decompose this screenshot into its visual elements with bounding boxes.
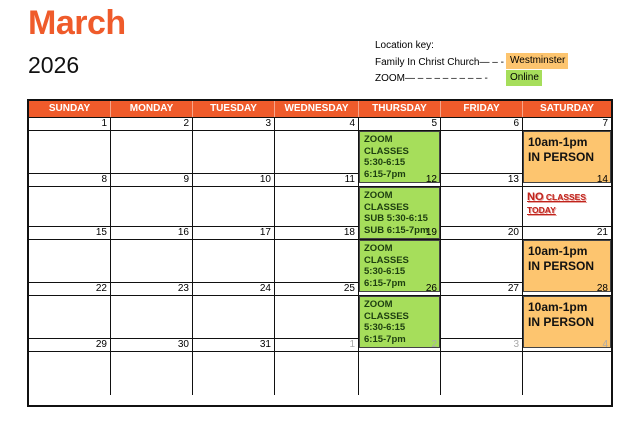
day-number: 13 [441,174,522,187]
calendar-grid [27,99,613,407]
day-number: 29 [29,339,110,352]
day-number: 23 [111,283,192,296]
day-number: 3 [441,339,522,352]
day-number: 11 [275,174,358,187]
day-body [523,352,611,395]
day-number: 2 [111,118,192,131]
no-classes-notice [523,187,611,221]
day-number: 28 [523,283,611,296]
day-number: 3 [193,118,274,131]
day-number: 24 [193,283,274,296]
no-classes-today: TODAY [527,205,556,215]
year-title: 2026 [28,52,80,78]
legend-row-online: ZOOM— – – – – – – – – - [375,73,488,84]
day-number: 10 [193,174,274,187]
day-number: 5 [359,118,440,131]
in-person-class-text: 10am-1pm IN PERSON [528,244,595,273]
zoom-class-text: ZOOM CLASSES SUB 5:30-6:15 SUB 6:15-7pm [364,190,429,236]
in-person-class-text: 10am-1pm IN PERSON [528,300,595,329]
day-number: 21 [523,227,611,240]
day-number: 1 [275,339,358,352]
calendar-week [29,338,611,395]
day-number: 27 [441,283,522,296]
day-cell[interactable] [193,339,275,395]
day-cell[interactable] [275,339,359,395]
day-number: 26 [359,283,440,296]
day-cell[interactable] [359,339,441,395]
day-cell[interactable] [111,339,193,395]
day-number: 6 [441,118,522,131]
day-cell[interactable] [29,339,111,395]
day-number: 20 [441,227,522,240]
day-body [359,352,440,395]
day-number: 19 [359,227,440,240]
day-number: 2 [359,339,440,352]
zoom-class-text: ZOOM CLASSES 5:30-6:15 6:15-7pm [364,243,409,289]
day-body [29,352,110,395]
legend-swatch-online: Online [506,70,542,86]
day-cell[interactable] [523,339,611,395]
day-number: 1 [29,118,110,131]
day-number: 8 [29,174,110,187]
day-number: 4 [275,118,358,131]
day-number: 25 [275,283,358,296]
day-number: 22 [29,283,110,296]
zoom-class-text: ZOOM CLASSES 5:30-6:15 6:15-7pm [364,134,409,180]
legend-swatch-westminster: Westminster [506,53,568,69]
weekday-monday: MONDAY [111,101,193,117]
weekday-saturday: SATURDAY [540,103,594,114]
calendar-weeks [29,117,611,395]
weekday-thursday: THURSDAY [359,101,441,117]
weekday-sunday: SUNDAY [29,101,111,117]
day-number: 4 [523,339,611,352]
weekday-friday: FRIDAY [441,101,523,117]
day-number: 31 [193,339,274,352]
in-person-class-text: 10am-1pm IN PERSON [528,135,595,164]
day-body [193,352,274,395]
no-classes-word: NO [527,191,544,203]
legend-row-westminster: Family In Christ Church— – - [375,57,504,68]
day-number: 17 [193,227,274,240]
day-body [441,352,522,395]
no-classes-suffix: CLASSES [543,192,587,202]
day-number: 12 [359,174,440,187]
weekday-header [29,101,611,117]
day-number: 18 [275,227,358,240]
day-number: 9 [111,174,192,187]
day-number: 16 [111,227,192,240]
month-title: March [28,4,126,42]
weekday-wednesday: WEDNESDAY [275,101,359,117]
weekday-tuesday: TUESDAY [193,101,275,117]
legend-title: Location key: [375,40,434,51]
day-number: 30 [111,339,192,352]
zoom-class-text: ZOOM CLASSES 5:30-6:15 6:15-7pm [364,299,409,345]
day-body [111,352,192,395]
day-number: 15 [29,227,110,240]
day-cell[interactable] [441,339,523,395]
day-number: 7 [523,118,611,131]
day-body [275,352,358,395]
day-number: 14 [523,174,611,187]
